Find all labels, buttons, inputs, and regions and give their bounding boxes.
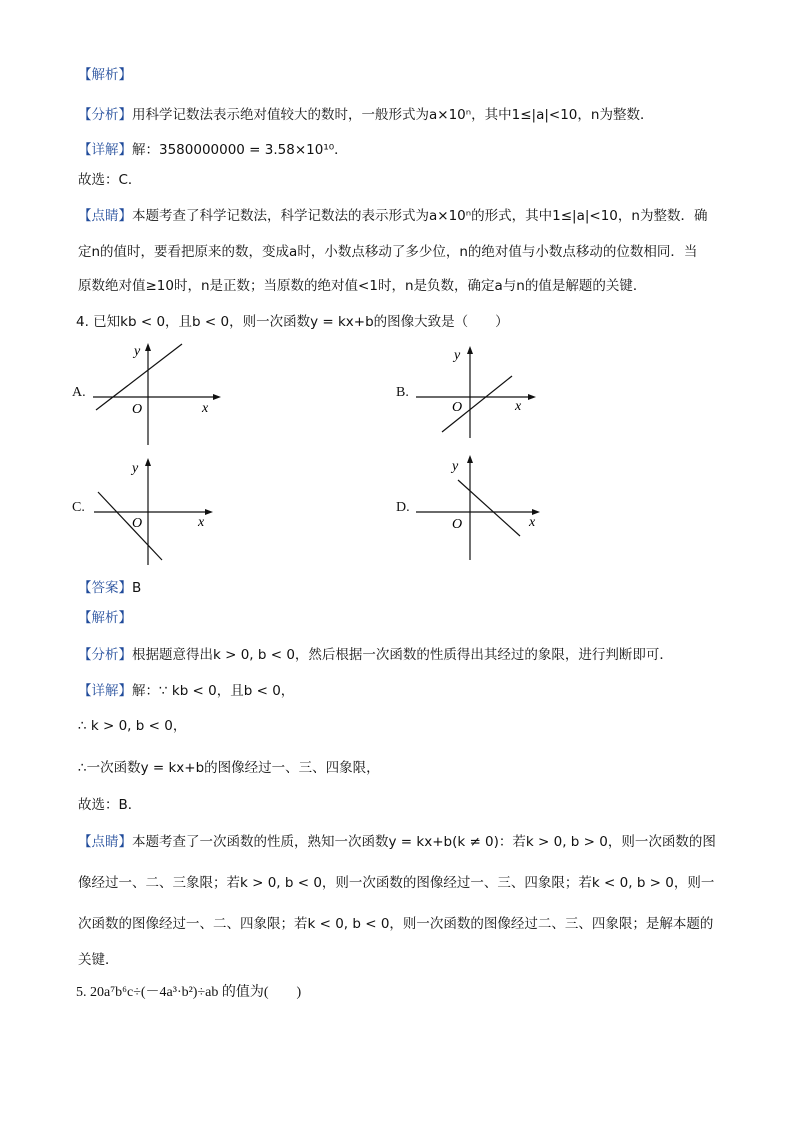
q4-comment-tag: 【点睛】 bbox=[78, 834, 132, 850]
q4-comment-line-1 bbox=[78, 832, 734, 852]
x-axis-arrow bbox=[205, 509, 213, 515]
q3-jiexi-heading: 【解析】 bbox=[78, 67, 132, 83]
option-b-label: B. bbox=[396, 385, 409, 400]
q4-detail bbox=[78, 681, 734, 701]
q4-answer-line: 故选：B． bbox=[78, 797, 142, 813]
q3-answer-line: 故选：C． bbox=[78, 172, 142, 188]
q4-answer-tag: 【答案】 bbox=[78, 580, 132, 596]
option-d-label: D. bbox=[396, 500, 410, 515]
y-axis-arrow bbox=[467, 346, 473, 354]
q4-detail-text: 解：∵ kb < 0，且b < 0， bbox=[132, 683, 295, 699]
x-axis-label: x bbox=[198, 515, 205, 530]
x-axis-arrow bbox=[213, 394, 221, 400]
option-c-label: C. bbox=[72, 500, 85, 515]
q4-analysis-tag: 【分析】 bbox=[78, 647, 132, 663]
y-axis-label: y bbox=[452, 459, 459, 474]
option-a-label: A. bbox=[72, 385, 86, 400]
q4-comment-text-1: 本题考查了一次函数的性质，熟知一次函数y = kx+b(k ≠ 0)：若k > 0, b > 0，则一次函数的图 bbox=[132, 834, 716, 850]
x-axis-label: x bbox=[515, 399, 522, 414]
q4-analysis bbox=[78, 645, 734, 665]
q3-analysis-tag: 【分析】 bbox=[78, 107, 132, 123]
q4-stem: 4. 已知kb < 0，且b < 0，则一次函数y = kx+b的图像大致是（ ） bbox=[76, 314, 509, 330]
y-axis-arrow bbox=[467, 455, 473, 463]
q3-comment-text-1: 本题考查了科学记数法，科学记数法的表示形式为a×10ⁿ的形式，其中1≤|a|<10，n为整数．确 bbox=[132, 208, 708, 224]
q4-answer-value: B bbox=[132, 580, 142, 596]
x-axis-label: x bbox=[202, 401, 209, 416]
function-line bbox=[98, 492, 162, 560]
q3-comment-line-1 bbox=[78, 206, 734, 226]
y-axis-arrow bbox=[145, 458, 151, 466]
q4-step-2: ∴一次函数y = kx+b的图像经过一、三、四象限， bbox=[78, 760, 380, 776]
origin-label: O bbox=[452, 517, 463, 532]
y-axis-label: y bbox=[132, 461, 139, 476]
y-axis-label: y bbox=[134, 344, 141, 359]
q4-comment-line-2: 像经过一、二、三象限；若k > 0, b < 0，则一次函数的图像经过一、三、四象限；若k < 0, b > 0，则一 bbox=[78, 875, 715, 891]
q4-step-1: ∴ k > 0, b < 0， bbox=[78, 718, 187, 734]
q3-detail-text: 解：3580000000 = 3.58×10¹⁰． bbox=[132, 142, 348, 158]
y-axis-arrow bbox=[145, 343, 151, 351]
origin-label: O bbox=[452, 400, 463, 415]
q4-jiexi-heading: 【解析】 bbox=[78, 610, 132, 626]
q3-comment-line-2: 定n的值时，要看把原来的数，变成a时，小数点移动了多少位，n的绝对值与小数点移动的位数相同．当 bbox=[78, 244, 698, 260]
q3-detail bbox=[78, 140, 734, 160]
option-d-graph bbox=[412, 452, 552, 562]
option-b-graph bbox=[412, 340, 552, 440]
q3-analysis-text: 用科学记数法表示绝对值较大的数时，一般形式为a×10ⁿ，其中1≤|a|<10，n为整数． bbox=[132, 107, 654, 123]
q4-answer bbox=[78, 578, 734, 598]
q3-detail-tag: 【详解】 bbox=[78, 142, 132, 158]
q4-detail-tag: 【详解】 bbox=[78, 683, 132, 699]
y-axis-label: y bbox=[454, 348, 461, 363]
q5-stem: 5. 20a⁷b⁶c÷(－4a³·b²)÷ab 的值为( ) bbox=[76, 985, 302, 1000]
q3-comment-tag: 【点睛】 bbox=[78, 208, 132, 224]
option-a-graph bbox=[90, 340, 230, 448]
q4-comment-line-3: 次函数的图像经过一、二、四象限；若k < 0, b < 0，则一次函数的图像经过二、三、四象限；是解本题的 bbox=[78, 916, 714, 932]
origin-label: O bbox=[132, 516, 143, 531]
q3-comment-line-3: 原数绝对值≥10时，n是正数；当原数的绝对值<1时，n是负数，确定a与n的值是解题的关键． bbox=[78, 278, 647, 294]
x-axis-arrow bbox=[528, 394, 536, 400]
q3-analysis bbox=[78, 105, 734, 125]
q4-comment-line-4: 关键． bbox=[78, 952, 119, 968]
function-line bbox=[458, 480, 520, 536]
q4-analysis-text: 根据题意得出k > 0, b < 0，然后根据一次函数的性质得出其经过的象限，进行判断即可． bbox=[132, 647, 673, 663]
option-c-graph bbox=[90, 452, 230, 568]
x-axis-label: x bbox=[529, 515, 536, 530]
origin-label: O bbox=[132, 402, 143, 417]
